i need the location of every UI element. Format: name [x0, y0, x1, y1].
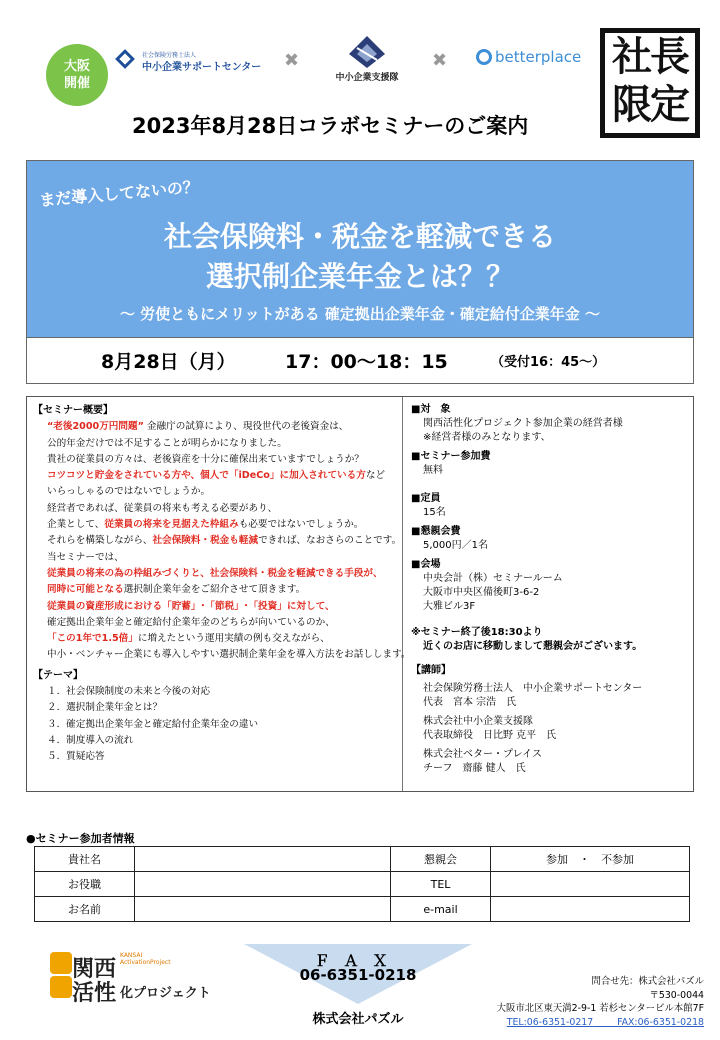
overview-highlight: “老後2000万円問題” — [47, 421, 144, 433]
email-field[interactable] — [491, 897, 690, 922]
overview-line — [33, 517, 402, 533]
banner-headline-1: 社会保険料・税金を軽減できる — [163, 220, 556, 253]
overview-highlight: 社会保険料・税金も軽減 — [152, 535, 259, 547]
cross-icon: ✖ — [432, 50, 448, 71]
overview-text: 企業として、 — [47, 519, 105, 531]
overview-heading: 【セミナー概要】 — [33, 405, 113, 416]
details-column — [411, 403, 691, 776]
lecturer-name: 代表 宮本 宗浩 氏 — [423, 697, 517, 708]
participants-form — [34, 846, 690, 922]
email-label: e-mail — [391, 897, 491, 922]
betterplace-logo — [476, 48, 581, 66]
osaka-badge — [46, 44, 108, 106]
kansai-activation-logo — [50, 952, 211, 1006]
cross-icon: ✖ — [284, 50, 300, 71]
overview-highlight: コツコツと貯金をされている方や、個人で「iDeCo」に加入されている方 — [47, 470, 366, 482]
capacity-label: ■定員 — [411, 493, 441, 504]
attendance-choice[interactable]: 参加 ・ 不参加 — [491, 847, 690, 872]
participants-title: ●セミナー参加者情報 — [26, 832, 135, 845]
lecturer-label: 【講師】 — [411, 665, 451, 676]
overview-line: 当セミナーでは、 — [47, 551, 124, 563]
venue-label: ■会場 — [411, 559, 441, 570]
badge-line2: 開催 — [63, 76, 90, 91]
sme-support-center-logo — [118, 50, 273, 74]
logo3-text: betterplace — [495, 48, 582, 66]
reception-time: （受付16：45～） — [491, 355, 606, 370]
lecturer-name: 代表取締役 日比野 克平 氏 — [423, 730, 557, 741]
address: 大阪市北区東天満2-9-1 若杉センタービル本館7F — [496, 1003, 704, 1015]
theme-item: １．社会保険制度の未来と今後の対応 — [47, 686, 211, 698]
logo1-name: 中小企業サポートセンター — [142, 62, 262, 73]
fax-box — [244, 944, 472, 1027]
fee-label: ■セミナー参加費 — [411, 451, 491, 462]
fax-link[interactable]: FAX:06-6351-0218 — [617, 1016, 704, 1028]
project-text: 化プロジェクト — [120, 986, 211, 1001]
kansai-en-line1: KANSAI — [120, 952, 143, 959]
overview-line: 従業員の将来の為の枠組みづくりと、社会保険料・税金を軽減できる手段が、 — [47, 567, 383, 579]
fax-label: ＦＡＸ — [314, 952, 402, 970]
overview-text: に増えたという運用実績の例も交えながら、 — [137, 633, 330, 645]
seminar-details-box — [26, 396, 694, 792]
overview-line: 確定拠出企業年金と確定給付企業年金のどちらが向いているのか、 — [47, 616, 335, 628]
party-note-detail: 近くのお店に移動しまして懇親会がございます。 — [423, 641, 643, 652]
tel-label: TEL — [391, 872, 491, 897]
company-label: 貴社名 — [35, 847, 135, 872]
party-note: ※セミナー終了後18:30より — [411, 627, 543, 638]
overview-highlight: 同時に可能となる — [47, 584, 124, 596]
lecturer-name: チーフ 齋藤 健人 氏 — [423, 763, 526, 774]
kansai-en-text — [120, 952, 171, 966]
banner-tag: まだ導入してないの？ — [38, 177, 200, 210]
tel-link[interactable]: TEL:06-6351-0217 — [506, 1016, 594, 1028]
party-label: 懇親会 — [391, 847, 491, 872]
date-bar — [26, 338, 694, 384]
venue-building: 大雅ビル3F — [423, 601, 476, 612]
logo2-text: 中小企業支援隊 — [335, 73, 399, 83]
overview-line — [33, 533, 402, 549]
betterplace-mark-icon — [476, 49, 492, 65]
venue-name: 中央会計（株）セミナールーム — [423, 573, 563, 584]
overview-column — [27, 397, 411, 791]
lecturer-org: 株式会社ベター・プレイス — [423, 749, 542, 760]
lecturer-org: 社会保険労務士法人 中小企業サポートセンター — [423, 683, 643, 694]
name-label: お名前 — [35, 897, 135, 922]
theme-item: ３．確定拠出企業年金と確定給付企業年金の違い — [47, 718, 259, 730]
overview-line: 貴社の従業員の方々は、老後資産を十分に確保出来ていますでしょうか？ — [47, 453, 364, 465]
banner-headline-2: 選択制企業年金とは？？ — [205, 260, 514, 293]
diamond-icon — [115, 49, 135, 69]
kansai-text: 関西 — [72, 957, 117, 982]
overview-line: 公的年金だけでは不足することが明らかになりました。 — [47, 437, 287, 449]
party-fee-value: 5,000円／1名 — [423, 540, 488, 551]
overview-text: できれば、なおさらのことです。 — [258, 535, 402, 547]
fax-company: 株式会社パズル — [312, 1012, 404, 1027]
puzzle-piece-icon — [50, 976, 72, 998]
overview-line: 中小・ベンチャー企業にも導入しやすい選択制企業年金を導入方法をお話しします。 — [47, 649, 411, 661]
logo1-small-text: 社会保険労務士法人 — [142, 52, 197, 59]
postal-code: 〒530-0044 — [649, 989, 704, 1001]
hero-banner — [26, 160, 694, 338]
overview-text: も必要ではないでしょうか。 — [238, 519, 364, 531]
president-only-stamp — [600, 28, 700, 138]
overview-line — [33, 582, 402, 598]
handshake-icon — [347, 34, 387, 70]
contact-label: 問合せ先：株式会社パズル — [591, 976, 704, 987]
name-field[interactable] — [135, 897, 391, 922]
venue-address: 大阪市中央区備後町3-6-2 — [423, 587, 540, 598]
theme-heading: 【テーマ】 — [33, 669, 83, 681]
theme-item: ２．選択制企業年金とは？ — [47, 702, 163, 714]
overview-text: 金融庁の試算により、現役世代の老後資金は、 — [143, 421, 349, 433]
stamp-line1: 社長 — [612, 34, 688, 80]
overview-text: 選択制企業年金をご紹介させて頂きます。 — [123, 584, 306, 596]
theme-item: ５．質疑応答 — [47, 751, 105, 763]
target-value: 関西活性化プロジェクト参加企業の経営者様 — [423, 418, 623, 429]
overview-highlight: 「この1年で1.5倍」 — [47, 633, 138, 645]
fee-value: 無料 — [423, 465, 443, 476]
company-field[interactable] — [135, 847, 391, 872]
position-field[interactable] — [135, 872, 391, 897]
badge-line1: 大阪 — [63, 59, 90, 74]
target-label: ■対 象 — [411, 404, 451, 415]
target-note: ※経営者様のみとなります、 — [423, 432, 551, 443]
overview-line: 経営者であれば、従業員の将来も考える必要があり、 — [47, 502, 278, 514]
theme-item: ４．制度導入の流れ — [47, 734, 134, 746]
kansai-en-line2: ActivationProject — [120, 959, 171, 966]
contact-info — [497, 975, 704, 1029]
sme-shientai-logo — [322, 34, 412, 92]
seminar-date: 8月28日（月） — [101, 351, 236, 373]
puzzle-piece-icon — [50, 952, 72, 974]
overview-highlight: 従業員の将来を見据えた枠組み — [104, 519, 239, 531]
overview-line — [33, 419, 402, 435]
kassei-text: 活性 — [72, 981, 117, 1006]
banner-subtitle: ～ 労使ともにメリットがある 確定拠出企業年金・確定給付企業年金 ～ — [119, 305, 601, 323]
table-row — [35, 847, 690, 872]
stamp-line2: 限定 — [612, 82, 688, 128]
overview-line: 従業員の資産形成における「貯蓄」･「節税」･「投資」に対して、 — [47, 600, 335, 612]
overview-text: それらを構築しながら、 — [47, 535, 153, 547]
capacity-value: 15名 — [423, 507, 446, 518]
lecturer-org: 株式会社中小企業支援隊 — [423, 716, 533, 727]
overview-line — [33, 468, 402, 484]
overview-text: など — [365, 470, 386, 482]
seminar-time: 17：00～18：15 — [285, 351, 448, 373]
position-label: お役職 — [35, 872, 135, 897]
table-row — [35, 872, 690, 897]
party-fee-label: ■懇親会費 — [411, 526, 461, 537]
contact-numbers — [497, 1016, 704, 1030]
tel-field[interactable] — [491, 872, 690, 897]
overview-line: いらっしゃるのではないでしょうか。 — [47, 486, 211, 498]
table-row — [35, 897, 690, 922]
overview-line — [33, 631, 402, 647]
fax-number: 06-6351-0218 — [299, 966, 417, 984]
page-title: 2023年8月28日コラボセミナーのご案内 — [132, 114, 529, 138]
